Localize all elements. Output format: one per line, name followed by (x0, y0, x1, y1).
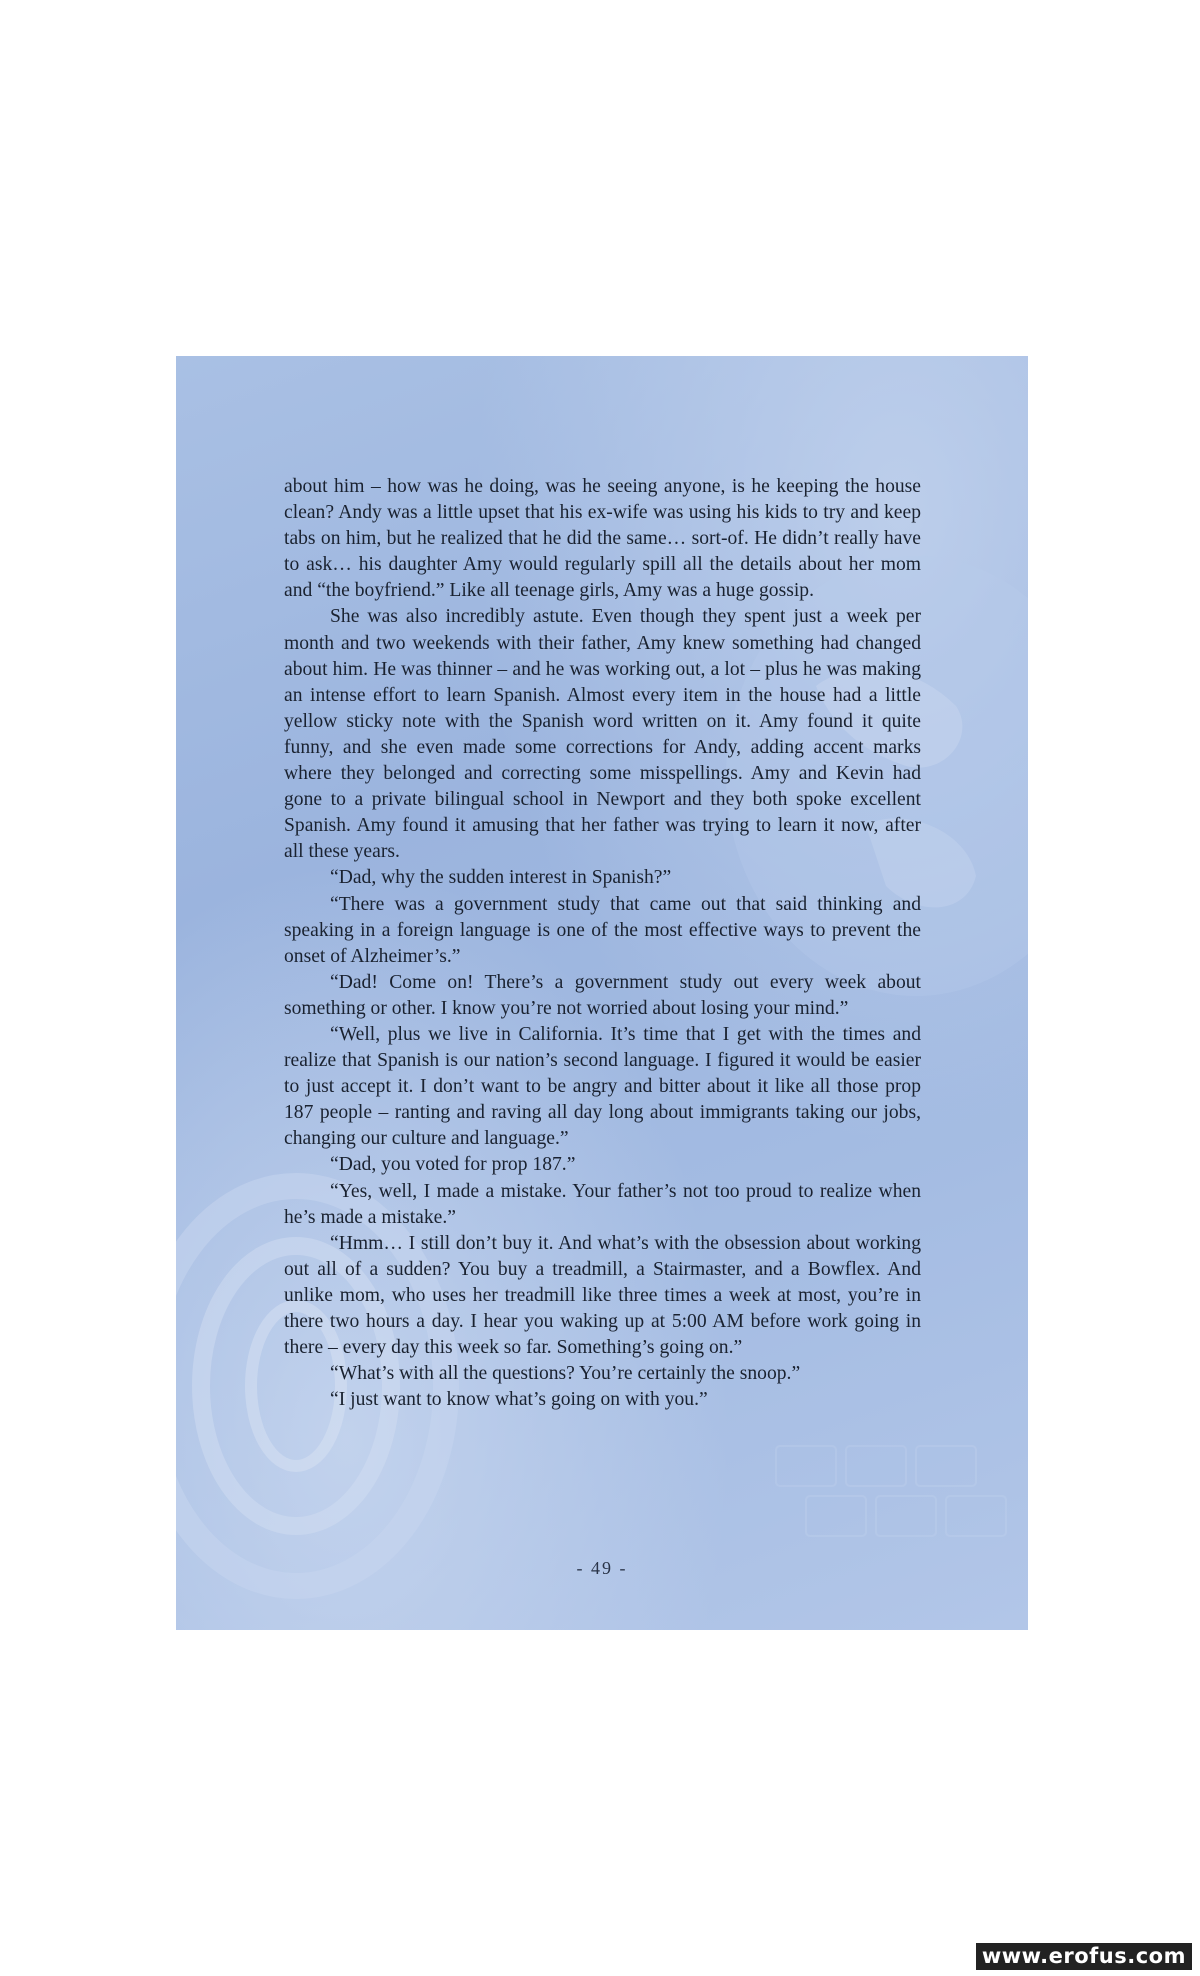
paragraph: “Dad, you voted for prop 187.” (330, 1154, 576, 1176)
paragraph: “Dad, why the sudden interest in Spanish?” (330, 867, 672, 889)
watermark: www.erofus.com (976, 1943, 1192, 1970)
paragraph: “Hmm… I still don’t buy it. And what’s with the obsession about working out all of a sudden? You buy a treadmill, a Stairmaster, and a Bowflex. And unlike mom, who uses her treadmill like three times a week at most, you’re in there two hours a day. I hear you waking up at 5:00 AM before work going in there – every day this week so far. Something’s going on.” (284, 1232, 921, 1359)
body-text (284, 474, 921, 1413)
paragraph: “What’s with all the questions? You’re certainly the snoop.” (330, 1363, 801, 1385)
paragraph: “I just want to know what’s going on with you.” (330, 1389, 708, 1411)
paragraph: “Well, plus we live in California. It’s time that I get with the times and realize that Spanish is our nation’s second language. I figured it would be easier to just accept it. I don’t want to be angry and bitter about it like all those prop 187 people – ranting and raving all day long about immigrants taking our jobs, changing our culture and language.” (284, 1023, 921, 1150)
paragraph: “Dad! Come on! There’s a government study out every week about something or other. I know you’re not worried about losing your mind.” (284, 971, 921, 1019)
paragraph: “There was a government study that came out that said thinking and speaking in a foreign language is one of the most effective ways to prevent the onset of Alzheimer’s.” (284, 893, 921, 967)
book-page (176, 356, 1028, 1630)
paragraph: about him – how was he doing, was he seeing anyone, is he keeping the house clean? Andy was a little upset that his ex-wife was using his kids to try and keep tabs on him, but he realized that he did the same… sort-of. He didn’t really have to ask… his daughter Amy would regularly spill all the details about her mom and “the boyfriend.” Like all teenage girls, Amy was a huge gossip. (284, 476, 921, 602)
paragraph: “Yes, well, I made a mistake. Your father’s not too proud to realize when he’s made a mistake.” (284, 1180, 921, 1228)
page-number: - 49 - (576, 1558, 628, 1578)
paragraph: She was also incredibly astute. Even though they spent just a week per month and two weekends with their father, Amy knew something had changed about him. He was thinner – and he was working out, a lot – plus he was making an intense effort to learn Spanish. Almost every item in the house had a little yellow sticky note with the Spanish word written on it. Amy found it quite funny, and she even made some corrections for Andy, adding accent marks where they belonged and correcting some misspellings. Amy and Kevin had gone to a private bilingual school in Newport and they both spoke excellent Spanish. Amy found it amusing that her father was trying to learn it now, after all these years. (284, 606, 921, 863)
